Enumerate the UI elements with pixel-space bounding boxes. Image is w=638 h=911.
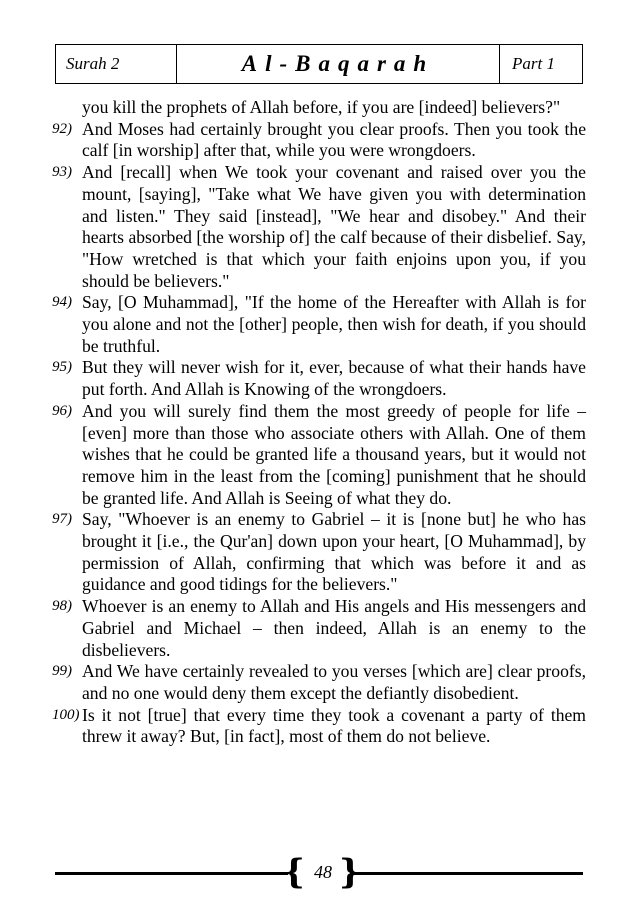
left-brace-ornament: { [283, 852, 305, 892]
verse-list [52, 97, 586, 748]
verse-number: 99) [52, 663, 72, 680]
verse-number: 92) [52, 120, 72, 137]
verse-96 [52, 401, 586, 510]
surah-label: Surah 2 [56, 45, 177, 83]
verse-number: 96) [52, 402, 72, 419]
verse-text: And We have certainly revealed to you verses [which are] clear proofs, and no one would deny them except the defiantly disobedient. [82, 661, 586, 703]
verse-text: Is it not [true] that every time they took a covenant a party of them threw it away? But, [in fact], most of them do not believe. [82, 704, 586, 747]
verse-number: 98) [52, 598, 72, 615]
verse-95 [52, 357, 586, 400]
verse-98 [52, 596, 586, 661]
verse-text: And Moses had certainly brought you clear proofs. Then you took the calf [in worship] after that, while you were wrongdoers. [82, 118, 586, 161]
verse-number: 95) [52, 359, 72, 376]
verse-91-continuation [52, 97, 586, 119]
verse-text: Say, "Whoever is an enemy to Gabriel – it is [none but] he who has brought it [i.e., the Qur'an] down upon your heart, [O Muhammad], by permission of Allah, confirming that which was before it and as guidance and good tidings for the believers." [82, 509, 586, 595]
verse-93 [52, 162, 586, 292]
verse-number: 93) [52, 164, 72, 181]
verse-text: you kill the prophets of Allah before, if you are [indeed] believers?" [82, 97, 561, 117]
verse-94 [52, 292, 586, 357]
part-label: Part 1 [512, 54, 555, 73]
footer-rule-right [350, 872, 583, 875]
verse-number: 97) [52, 511, 72, 528]
verse-text: Whoever is an enemy to Allah and His angels and His messengers and Gabriel and Michael – then indeed, Allah is an enemy to the disbelievers. [82, 596, 586, 660]
verse-99 [52, 661, 586, 704]
surah-title: Al-Baqarah [177, 45, 500, 83]
right-brace-ornament: } [339, 852, 361, 892]
verse-text: But they will never wish for it, ever, because of what their hands have put forth. And Allah is Knowing of the wrongdoers. [82, 357, 586, 400]
verse-92 [52, 119, 586, 162]
page-footer [55, 852, 583, 892]
page-number: 48 [314, 862, 332, 882]
verse-text: And you will surely find them the most greedy of people for life – [even] more than those who associate others with Allah. One of them wishes that he could be granted life a thousand years, but it would not remove him in the least from the [coming] punishment that he should be granted life. And Allah is Seeing of what they do. [82, 400, 586, 508]
verse-text: Say, [O Muhammad], "If the home of the Hereafter with Allah is for you alone and not the [other] people, then wish for death, if you should be truthful. [82, 292, 586, 356]
verse-text: And [recall] when We took your covenant and raised over you the mount, [saying], "Take what We have given you with determination and listen." They said [instead], "We hear and disobey." And their hearts absorbed [the worship of] the calf because of their disbelief. Say, "How wretched is that which your faith enjoins upon you, if you should be believers." [82, 162, 586, 291]
verse-number: 100) [52, 706, 80, 723]
footer-rule-left [55, 872, 288, 875]
verse-100 [52, 705, 586, 748]
verse-number: 94) [52, 294, 72, 311]
page-header [55, 44, 583, 84]
verse-97 [52, 509, 586, 596]
